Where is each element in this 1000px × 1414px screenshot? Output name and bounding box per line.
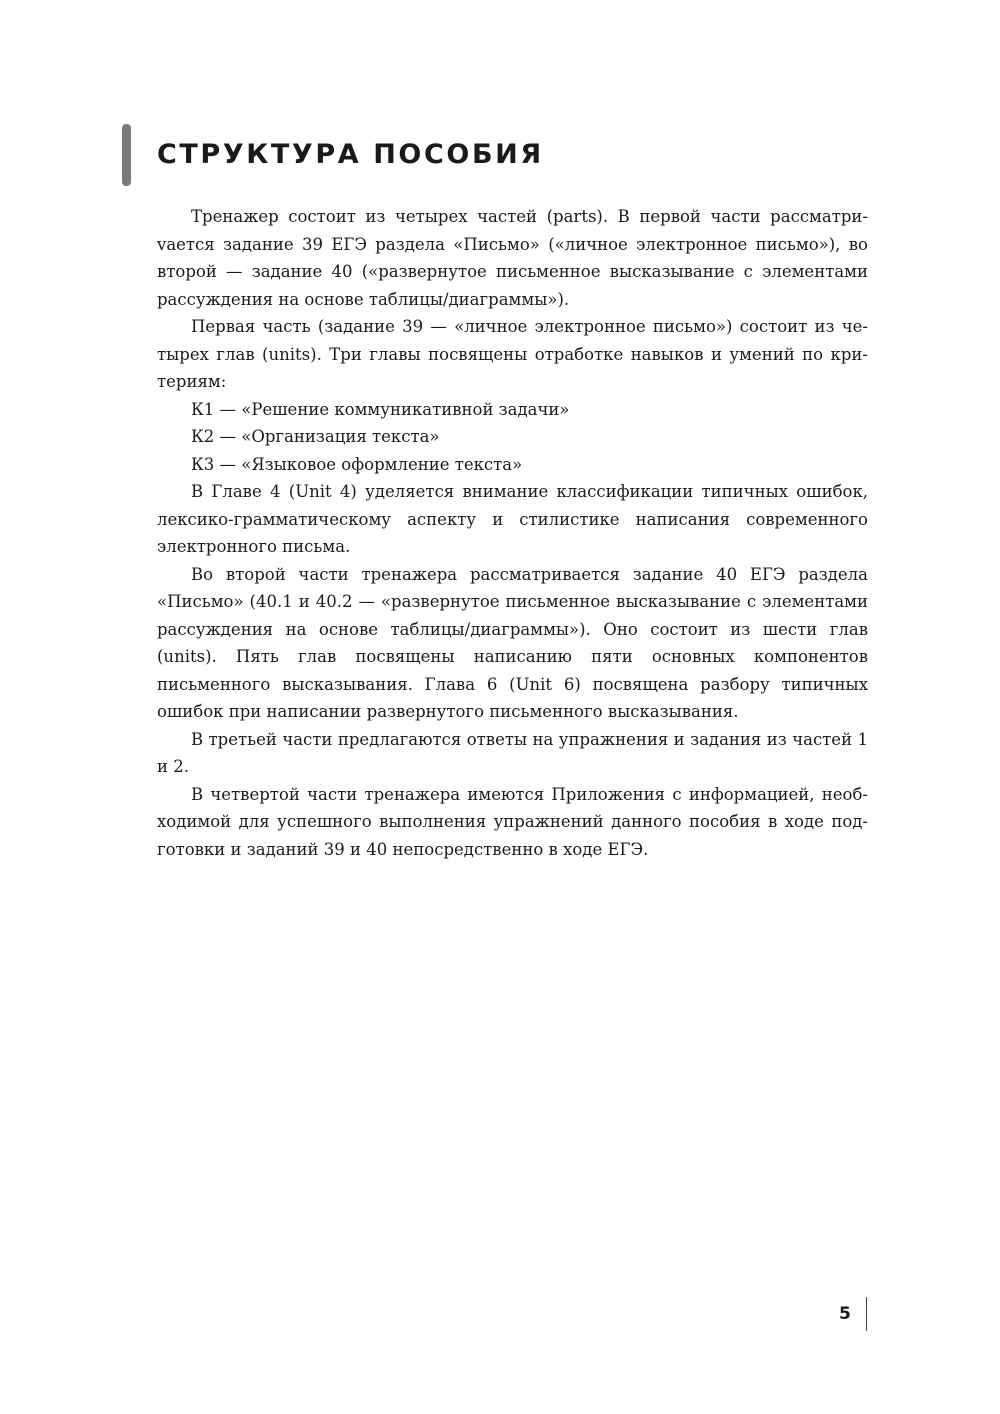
body-text	[157, 203, 868, 863]
paragraph-part-two: Во второй части тренажера рассматривается задание 40 ЕГЭ раздела «Письмо» (40.1 и 40.2 — «развернутое письменное высказывание с элементами рассуждения на основе таблицы/диаграммы»). Оно состоит из шести глав (units). Пять глав посвящены написанию пяти основных компонентов письменного высказывания. Глава 6 (Unit 6) посвящена разбору типичных ошибок при написании развернутого письменного высказывания.	[157, 564, 868, 721]
criterion-k2: К2 — «Организация текста»	[191, 427, 440, 446]
page-number-divider	[866, 1297, 867, 1331]
paragraph-part-one: Первая часть (задание 39 — «личное электронное письмо») состоит из четырех глав (units). Три главы посвящены отработке навыков и умений по критериям:	[157, 317, 868, 391]
paragraph-part-four: В четвертой части тренажера имеются Приложения с информацией, необходимой для успешного выполнения упражнений данного пособия в ходе подготовки и заданий 39 и 40 непосредственно в ходе ЕГЭ.	[157, 784, 868, 859]
criterion-k1: К1 — «Решение коммуникативной задачи»	[191, 399, 570, 419]
criterion-k3: К3 — «Языковое оформление текста»	[191, 454, 523, 474]
page-number: 5	[839, 1304, 851, 1324]
heading-accent-bar	[122, 124, 131, 186]
page-title: СТРУКТУРА ПОСОБИЯ	[157, 139, 544, 170]
paragraph-unit-four: В Главе 4 (Unit 4) уделяется внимание классификации типичных ошибок, лексико-грамматическому аспекту и стилистике написания современного электронного письма.	[157, 482, 868, 556]
paragraph-structure-overview: Тренажер состоит из четырех частей (parts). В первой части рассматриvается задание 39 ЕГЭ раздела «Письмо» («личное электронное письмо»), во второй — задание 40 («развернутое письменное высказывание с элементами рассуждения на основе таблицы/диаграммы»).	[157, 207, 868, 309]
paragraph-part-three: В третьей части предлагаются ответы на упражнения и задания из частей 1 и 2.	[157, 729, 868, 776]
